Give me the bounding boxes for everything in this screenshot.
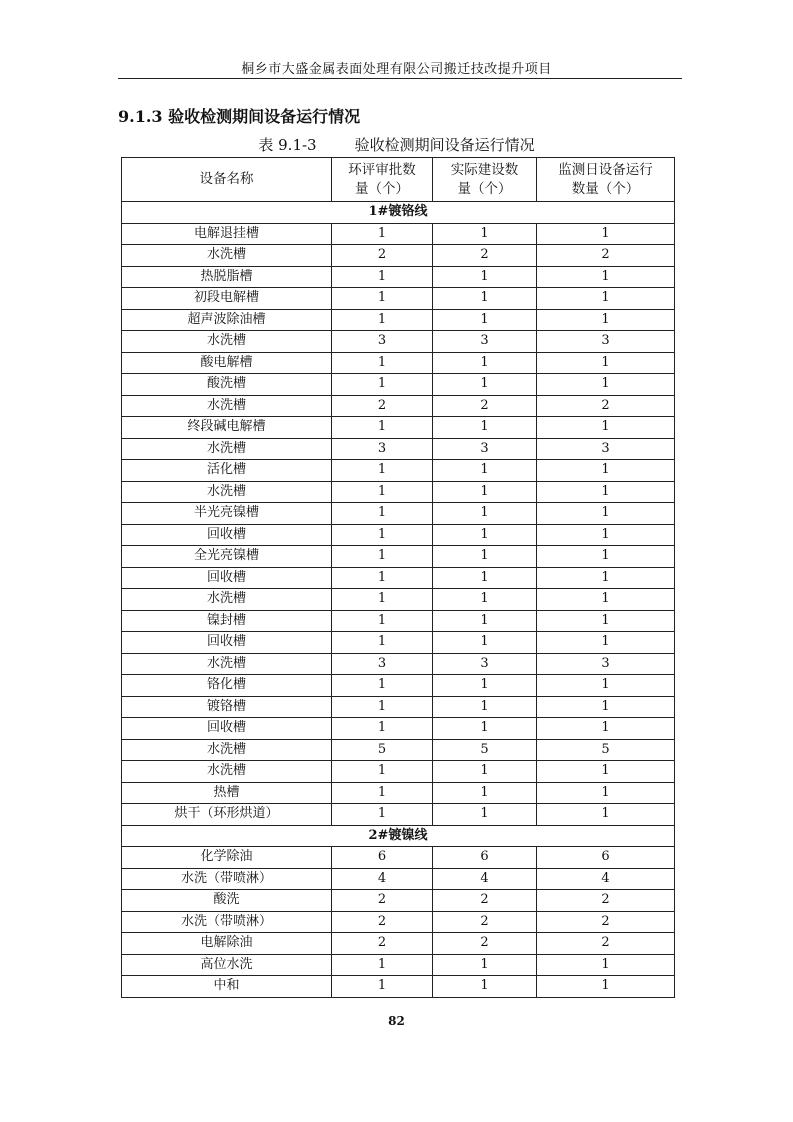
cell-running-qty: 2	[537, 890, 675, 912]
cell-built-qty: 1	[433, 718, 537, 740]
cell-built-qty: 1	[433, 460, 537, 482]
cell-running-qty: 1	[537, 460, 675, 482]
table-caption-title: 验收检测期间设备运行情况	[354, 136, 535, 154]
cell-approved-qty: 1	[332, 309, 433, 331]
cell-approved-qty: 3	[332, 438, 433, 460]
cell-equipment-name: 水洗槽	[122, 761, 332, 783]
cell-running-qty: 1	[537, 675, 675, 697]
cell-built-qty: 2	[433, 911, 537, 933]
cell-built-qty: 1	[433, 524, 537, 546]
cell-approved-qty: 1	[332, 374, 433, 396]
table-row	[122, 438, 675, 460]
cell-built-qty: 5	[433, 739, 537, 761]
cell-approved-qty: 1	[332, 460, 433, 482]
table-row	[122, 589, 675, 611]
table-row	[122, 245, 675, 267]
cell-equipment-name: 镀铬槽	[122, 696, 332, 718]
section-row	[122, 202, 675, 224]
table-row	[122, 374, 675, 396]
cell-built-qty: 2	[433, 890, 537, 912]
cell-equipment-name: 回收槽	[122, 567, 332, 589]
cell-built-qty: 1	[433, 954, 537, 976]
table-row	[122, 890, 675, 912]
cell-built-qty: 1	[433, 782, 537, 804]
cell-built-qty: 1	[433, 632, 537, 654]
cell-built-qty: 1	[433, 223, 537, 245]
cell-equipment-name: 酸电解槽	[122, 352, 332, 374]
cell-approved-qty: 1	[332, 266, 433, 288]
cell-built-qty: 1	[433, 761, 537, 783]
cell-running-qty: 2	[537, 911, 675, 933]
table-row	[122, 223, 675, 245]
cell-equipment-name: 活化槽	[122, 460, 332, 482]
cell-approved-qty: 1	[332, 610, 433, 632]
cell-built-qty: 1	[433, 610, 537, 632]
cell-running-qty: 1	[537, 632, 675, 654]
cell-running-qty: 3	[537, 331, 675, 353]
cell-running-qty: 2	[537, 245, 675, 267]
cell-equipment-name: 化学除油	[122, 847, 332, 869]
cell-built-qty: 1	[433, 567, 537, 589]
cell-equipment-name: 回收槽	[122, 718, 332, 740]
cell-running-qty: 1	[537, 352, 675, 374]
table-row	[122, 782, 675, 804]
table-row	[122, 395, 675, 417]
cell-built-qty: 1	[433, 696, 537, 718]
cell-running-qty: 1	[537, 374, 675, 396]
header-rule	[118, 78, 682, 79]
table-row	[122, 481, 675, 503]
section-heading: 9.1.3 验收检测期间设备运行情况	[118, 107, 361, 126]
cell-running-qty: 1	[537, 976, 675, 998]
cell-running-qty: 2	[537, 933, 675, 955]
cell-approved-qty: 2	[332, 911, 433, 933]
table-row	[122, 718, 675, 740]
cell-approved-qty: 1	[332, 524, 433, 546]
cell-built-qty: 2	[433, 395, 537, 417]
header-built-qty: 实际建设数 量（个）	[433, 158, 537, 202]
table-row	[122, 761, 675, 783]
cell-equipment-name: 水洗槽	[122, 481, 332, 503]
table-row	[122, 976, 675, 998]
cell-equipment-name: 水洗槽	[122, 739, 332, 761]
cell-equipment-name: 镍封槽	[122, 610, 332, 632]
table-row	[122, 417, 675, 439]
cell-approved-qty: 1	[332, 718, 433, 740]
table-row	[122, 739, 675, 761]
cell-approved-qty: 3	[332, 653, 433, 675]
cell-built-qty: 1	[433, 266, 537, 288]
cell-built-qty: 1	[433, 309, 537, 331]
cell-running-qty: 1	[537, 696, 675, 718]
cell-equipment-name: 水洗槽	[122, 438, 332, 460]
cell-equipment-name: 水洗槽	[122, 589, 332, 611]
cell-approved-qty: 2	[332, 245, 433, 267]
cell-running-qty: 1	[537, 567, 675, 589]
cell-approved-qty: 3	[332, 331, 433, 353]
cell-built-qty: 1	[433, 589, 537, 611]
page-number: 82	[388, 1014, 405, 1028]
cell-approved-qty: 1	[332, 589, 433, 611]
cell-equipment-name: 半光亮镍槽	[122, 503, 332, 525]
cell-approved-qty: 2	[332, 395, 433, 417]
cell-built-qty: 1	[433, 976, 537, 998]
cell-running-qty: 1	[537, 761, 675, 783]
cell-running-qty: 1	[537, 223, 675, 245]
cell-equipment-name: 酸洗	[122, 890, 332, 912]
cell-approved-qty: 5	[332, 739, 433, 761]
table-row	[122, 804, 675, 826]
cell-running-qty: 2	[537, 395, 675, 417]
table-row	[122, 524, 675, 546]
cell-approved-qty: 1	[332, 675, 433, 697]
cell-approved-qty: 1	[332, 352, 433, 374]
cell-equipment-name: 终段碱电解槽	[122, 417, 332, 439]
cell-equipment-name: 铬化槽	[122, 675, 332, 697]
cell-approved-qty: 1	[332, 761, 433, 783]
cell-approved-qty: 1	[332, 696, 433, 718]
cell-running-qty: 1	[537, 417, 675, 439]
table-row	[122, 632, 675, 654]
cell-running-qty: 6	[537, 847, 675, 869]
cell-built-qty: 1	[433, 352, 537, 374]
header-approved-qty: 环评审批数 量（个）	[332, 158, 433, 202]
cell-equipment-name: 水洗（带喷淋）	[122, 911, 332, 933]
table-caption	[0, 134, 793, 155]
cell-running-qty: 1	[537, 804, 675, 826]
cell-approved-qty: 2	[332, 890, 433, 912]
cell-approved-qty: 1	[332, 546, 433, 568]
cell-built-qty: 1	[433, 503, 537, 525]
table-row	[122, 610, 675, 632]
page-header: 桐乡市大盛金属表面处理有限公司搬迁技改提升项目	[241, 62, 552, 77]
table-row	[122, 954, 675, 976]
cell-built-qty: 1	[433, 675, 537, 697]
table-row	[122, 933, 675, 955]
cell-running-qty: 4	[537, 868, 675, 890]
cell-running-qty: 1	[537, 524, 675, 546]
cell-approved-qty: 1	[332, 632, 433, 654]
cell-equipment-name: 高位水洗	[122, 954, 332, 976]
cell-equipment-name: 回收槽	[122, 632, 332, 654]
table-row	[122, 868, 675, 890]
cell-equipment-name: 中和	[122, 976, 332, 998]
cell-approved-qty: 6	[332, 847, 433, 869]
table-body	[122, 202, 675, 998]
table-row	[122, 653, 675, 675]
cell-equipment-name: 初段电解槽	[122, 288, 332, 310]
cell-equipment-name: 全光亮镍槽	[122, 546, 332, 568]
table-row	[122, 696, 675, 718]
cell-running-qty: 5	[537, 739, 675, 761]
cell-approved-qty: 1	[332, 954, 433, 976]
cell-equipment-name: 酸洗槽	[122, 374, 332, 396]
table-header-row	[122, 158, 675, 202]
table-row	[122, 266, 675, 288]
cell-approved-qty: 1	[332, 481, 433, 503]
cell-approved-qty: 1	[332, 223, 433, 245]
cell-running-qty: 1	[537, 309, 675, 331]
cell-approved-qty: 1	[332, 976, 433, 998]
cell-approved-qty: 1	[332, 804, 433, 826]
table-caption-number: 表 9.1-3	[258, 136, 317, 154]
cell-equipment-name: 水洗（带喷淋）	[122, 868, 332, 890]
table-row	[122, 911, 675, 933]
cell-running-qty: 1	[537, 288, 675, 310]
cell-running-qty: 1	[537, 782, 675, 804]
table-row	[122, 288, 675, 310]
cell-approved-qty: 1	[332, 288, 433, 310]
cell-running-qty: 1	[537, 266, 675, 288]
cell-equipment-name: 电解除油	[122, 933, 332, 955]
equipment-table	[121, 157, 675, 998]
cell-approved-qty: 1	[332, 503, 433, 525]
cell-approved-qty: 1	[332, 417, 433, 439]
table-row	[122, 567, 675, 589]
cell-built-qty: 6	[433, 847, 537, 869]
section-title: 2#镀镍线	[122, 825, 675, 847]
table-row	[122, 352, 675, 374]
cell-built-qty: 4	[433, 868, 537, 890]
cell-equipment-name: 烘干（环形烘道）	[122, 804, 332, 826]
table-row	[122, 847, 675, 869]
table-row	[122, 309, 675, 331]
cell-equipment-name: 热脱脂槽	[122, 266, 332, 288]
cell-equipment-name: 水洗槽	[122, 245, 332, 267]
cell-built-qty: 3	[433, 438, 537, 460]
cell-equipment-name: 热槽	[122, 782, 332, 804]
cell-equipment-name: 回收槽	[122, 524, 332, 546]
table-row	[122, 675, 675, 697]
cell-approved-qty: 1	[332, 567, 433, 589]
cell-running-qty: 3	[537, 438, 675, 460]
cell-equipment-name: 水洗槽	[122, 653, 332, 675]
header-equipment-name: 设备名称	[122, 158, 332, 202]
cell-built-qty: 2	[433, 245, 537, 267]
cell-built-qty: 1	[433, 374, 537, 396]
table-row	[122, 331, 675, 353]
cell-built-qty: 3	[433, 331, 537, 353]
cell-built-qty: 1	[433, 546, 537, 568]
cell-equipment-name: 水洗槽	[122, 331, 332, 353]
table-row	[122, 503, 675, 525]
table-row	[122, 460, 675, 482]
cell-built-qty: 1	[433, 481, 537, 503]
header-running-qty: 监测日设备运行 数量（个）	[537, 158, 675, 202]
cell-running-qty: 1	[537, 546, 675, 568]
cell-built-qty: 2	[433, 933, 537, 955]
table-row	[122, 546, 675, 568]
cell-running-qty: 1	[537, 503, 675, 525]
cell-approved-qty: 2	[332, 933, 433, 955]
cell-built-qty: 1	[433, 288, 537, 310]
cell-equipment-name: 电解退挂槽	[122, 223, 332, 245]
cell-approved-qty: 4	[332, 868, 433, 890]
cell-built-qty: 3	[433, 653, 537, 675]
cell-equipment-name: 水洗槽	[122, 395, 332, 417]
cell-running-qty: 1	[537, 481, 675, 503]
cell-running-qty: 1	[537, 589, 675, 611]
cell-running-qty: 1	[537, 954, 675, 976]
cell-approved-qty: 1	[332, 782, 433, 804]
cell-running-qty: 3	[537, 653, 675, 675]
section-title: 1#镀铬线	[122, 202, 675, 224]
cell-built-qty: 1	[433, 417, 537, 439]
cell-equipment-name: 超声波除油槽	[122, 309, 332, 331]
cell-running-qty: 1	[537, 610, 675, 632]
cell-built-qty: 1	[433, 804, 537, 826]
cell-running-qty: 1	[537, 718, 675, 740]
section-row	[122, 825, 675, 847]
